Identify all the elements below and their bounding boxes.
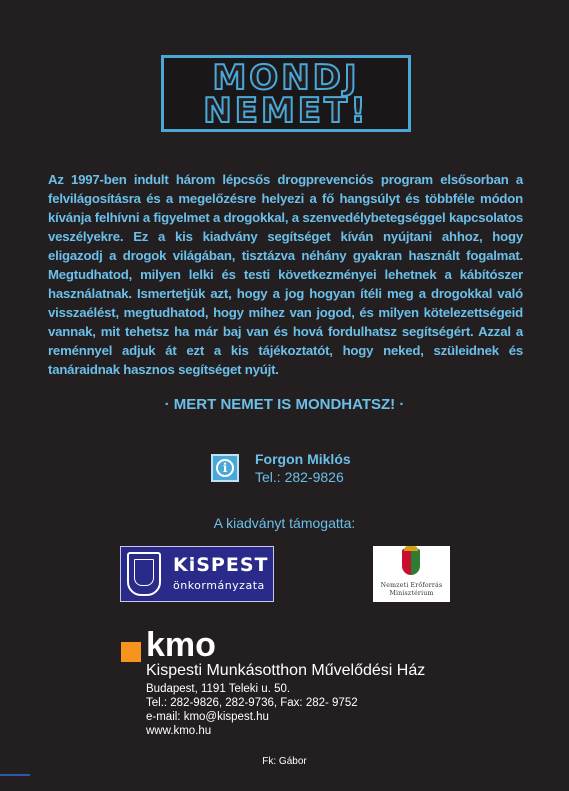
logo-line-1: MONDJ <box>212 58 360 98</box>
ministry-name-line-2: Minisztérium <box>389 590 434 597</box>
kispest-name: KiSPEST <box>173 554 269 576</box>
kispest-sponsor-logo <box>120 546 274 602</box>
photo-credit: Fk: Gábor <box>262 756 307 767</box>
logo-line-2: NEMET! <box>203 91 369 131</box>
kispest-subtitle: önkormányzata <box>173 579 265 592</box>
crown-icon <box>404 546 418 551</box>
support-label: A kiadványt támogatta: <box>213 515 356 531</box>
kmo-website: www.kmo.hu <box>146 725 212 737</box>
kmo-orange-square-icon <box>121 642 141 662</box>
contact-phone: Tel.: 282-9826 <box>255 469 344 485</box>
kispest-crest-icon <box>127 552 161 596</box>
intro-paragraph: Az 1997-ben indult három lépcsős drogprevenciós program elsősorban a felvilágosításra és a megelőzésre helyezi a fő hangsúlyt és többféle módon kívánja felhívni a figyelmet a drogokkal, a szenvedélybetegséggel kapcsolatos veszélyekre. Ez a kis kiadvány segítséget kíván nyújtani ahhoz, hogy eligazodj a drogok világában, tisztázva néhány gyakran használt fogalmat. Megtudhatod, milyen lelki és testi következményei lehetnek a kábítószer használatnak. Ismertetjük azt, hogy a jog hogyan ítéli meg a drogokkal való visszaélést, megtudhatod, hogy mihez van jogod, és milyen kötelezettségeid vannak, mit tehetsz ha már baj van és hová fordulhatsz segítségért. Azzal a reménnyel adjuk át ezt a kis tájékoztatót, hogy neked, szüleidnek és tanáraidnak hasznos segítséget nyújt. <box>48 172 523 377</box>
ministry-name-line-1: Nemzeti Erőforrás <box>380 582 443 589</box>
kmo-logo: kmo <box>146 626 216 664</box>
nemzeti-eroforras-sponsor-logo <box>373 546 450 602</box>
kmo-email: e-mail: kmo@kispest.hu <box>146 711 269 723</box>
info-icon: i <box>211 454 239 482</box>
mondj-nemet-logo <box>161 55 411 132</box>
kmo-address: Budapest, 1191 Teleki u. 50. <box>146 683 291 695</box>
hungarian-coat-of-arms-icon <box>402 549 420 575</box>
slogan: · MERT NEMET IS MONDHATSZ! · <box>164 396 405 413</box>
contact-name: Forgon Miklós <box>255 451 351 467</box>
corner-accent-bar <box>0 774 30 776</box>
kmo-full-name: Kispesti Munkásotthon Művelődési Ház <box>146 662 426 679</box>
kmo-phones: Tel.: 282-9826, 282-9736, Fax: 282- 9752 <box>146 697 358 709</box>
